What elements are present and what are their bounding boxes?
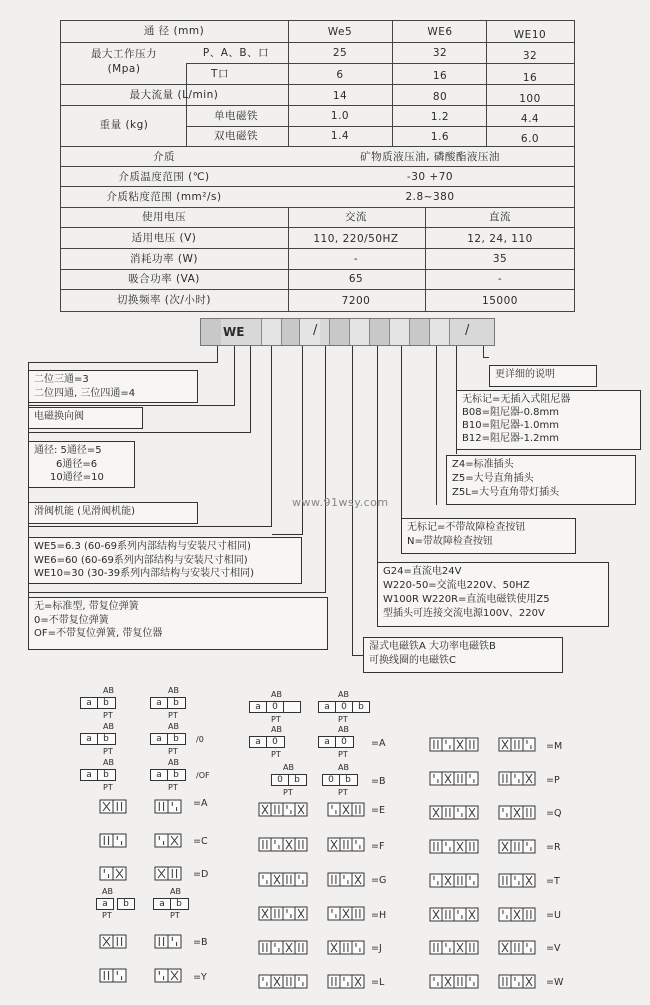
spool-symbol: [100, 834, 126, 847]
position-0: 0: [336, 702, 353, 713]
legend-line: N=带故障检查按钮: [407, 536, 493, 547]
position-b: b: [103, 698, 109, 708]
legend-line: W220-50=交流电220V、50HZ: [383, 580, 530, 591]
port-ab-label: AB: [103, 758, 114, 767]
spool-label: =B: [193, 937, 208, 948]
header-we10: WE10: [513, 28, 547, 41]
tag-no-spring: /0: [196, 735, 204, 744]
spool-label: =R: [546, 842, 561, 853]
spool-label: =U: [546, 910, 561, 921]
position-b: b: [173, 698, 179, 708]
cell-value: -: [497, 272, 503, 285]
label-max-pressure: 最大工作压力: [91, 47, 157, 60]
label-medium: 介质: [153, 150, 175, 163]
port-ab-label: AB: [168, 686, 179, 695]
spool-label: =C: [193, 836, 208, 847]
legend-line: Z4=标准插头: [452, 459, 514, 470]
cell-value: 16: [522, 71, 538, 84]
port-pt-label: PT: [338, 788, 348, 797]
label-ports-pab: P、A、B、口: [202, 46, 270, 59]
spool-label: =H: [371, 910, 387, 921]
legend-line: B10=阻尼器-1.0mm: [462, 420, 559, 431]
cell-value: 25: [332, 46, 348, 59]
spool-symbol: [499, 840, 535, 853]
cell-value: 6.0: [520, 132, 540, 145]
spool-symbol: [430, 772, 478, 785]
port-pt-label: PT: [103, 711, 113, 720]
position-0: 0: [272, 775, 289, 786]
spool-label: =A: [371, 738, 386, 749]
spool-symbol: [100, 800, 126, 813]
spool-symbol: [155, 867, 181, 880]
position-a: a: [81, 734, 98, 745]
legend-line: 10通径=10: [50, 472, 104, 483]
port-ab-label: AB: [103, 722, 114, 731]
spool-symbol: [430, 908, 478, 921]
spool-symbol: [499, 908, 535, 921]
label-applied-voltage: 适用电压 (V): [131, 231, 197, 244]
label-max-flow: 最大流量 (L/min): [129, 88, 219, 101]
legend-line: OF=不带复位弹簧, 带复位器: [34, 628, 163, 639]
port-pt-label: PT: [338, 715, 348, 724]
spool-symbol: [100, 935, 126, 948]
header-dc: 直流: [489, 210, 511, 223]
spool-label: =M: [546, 741, 563, 752]
label-weight: 重量 (kg): [99, 118, 149, 131]
spool-symbol: [430, 941, 478, 954]
spool-label: =P: [546, 775, 560, 786]
position-a: a: [81, 698, 98, 709]
legend-line: Z5=大号直角插头: [452, 473, 534, 484]
port-ab-label: AB: [103, 686, 114, 695]
cell-value: 65: [348, 272, 364, 285]
cell-value: 32: [522, 49, 538, 62]
port-pt-label: PT: [338, 750, 348, 759]
port-ab-label: AB: [271, 725, 282, 734]
spool-symbol: [430, 840, 478, 853]
cell-value: 16: [432, 69, 448, 82]
position-0: 0: [341, 737, 347, 747]
label-double-solenoid: 双电磁铁: [214, 129, 258, 142]
position-b: b: [294, 775, 300, 785]
cell-value: 110, 220/50HZ: [313, 232, 399, 245]
position-b: b: [173, 770, 179, 780]
legend-line: 电磁换向阀: [34, 411, 84, 422]
spool-symbol: [328, 803, 364, 816]
position-a: a: [102, 899, 108, 909]
spool-label: =A: [193, 798, 208, 809]
label-pickup-power: 吸合功率 (VA): [128, 272, 200, 285]
port-pt-label: PT: [103, 747, 113, 756]
value-temp-range: -30 +70: [406, 170, 454, 183]
legend-line: 通径: 5通径=5: [34, 445, 102, 456]
spool-symbol: [430, 806, 478, 819]
spool-symbol: [328, 873, 364, 886]
header-label-diameter: 通 径 (mm): [143, 24, 205, 37]
code-prefix: WE: [223, 325, 245, 339]
spool-symbol: [259, 941, 307, 954]
label-max-pressure-unit: (Mpa): [107, 62, 141, 75]
tag-detent: /OF: [196, 771, 210, 780]
port-pt-label: PT: [168, 783, 178, 792]
spool-label: =B: [371, 776, 386, 787]
port-ab-label: AB: [168, 722, 179, 731]
spool-label: =L: [371, 977, 385, 988]
spool-symbol: [155, 800, 181, 813]
cell-value: 35: [492, 252, 508, 265]
cell-value: 12, 24, 110: [467, 232, 533, 245]
spool-symbol: [259, 803, 307, 816]
cell-value: 1.2: [430, 110, 450, 123]
spool-symbol: [259, 907, 307, 920]
legend-line: 0=不带复位弹簧: [34, 614, 109, 626]
value-medium: 矿物质液压油, 磷酸酯液压油: [360, 150, 500, 163]
position-b: b: [173, 734, 179, 744]
legend-line: WE10=30 (30-39系列内部结构与安装尺寸相同): [34, 568, 255, 579]
spool-label: =W: [546, 977, 564, 988]
legend-line: WE6=60 (60-69系列内部结构与安装尺寸相同): [34, 554, 248, 566]
position-b: b: [103, 770, 109, 780]
port-ab-label: AB: [168, 758, 179, 767]
position-a: a: [250, 737, 267, 748]
port-ab-label: AB: [338, 725, 349, 734]
spool-symbol: [499, 941, 535, 954]
label-power-consumption: 消耗功率 (W): [130, 252, 198, 265]
label-port-t: T口: [211, 67, 229, 80]
code-slash: /: [313, 323, 318, 338]
spool-symbol: [259, 975, 307, 988]
spool-symbol: [430, 874, 478, 887]
spool-symbol: [100, 969, 126, 982]
position-a: a: [319, 737, 336, 748]
port-pt-label: PT: [102, 911, 112, 920]
port-pt-label: PT: [271, 715, 281, 724]
port-pt-label: PT: [271, 750, 281, 759]
spool-symbol: [499, 738, 535, 751]
legend-line: 滑阀机能 (见滑阀机能): [34, 506, 135, 517]
spool-label: =F: [371, 841, 385, 852]
spool-symbol: [328, 838, 364, 851]
position-a: a: [81, 770, 98, 781]
legend-line: 二位四通, 三位四通=4: [34, 387, 136, 399]
value-viscosity: 2.8~380: [405, 190, 455, 203]
port-pt-label: PT: [168, 747, 178, 756]
cell-value: 1.4: [330, 129, 350, 142]
spool-label: =V: [546, 943, 561, 954]
cell-value: -: [353, 252, 359, 265]
port-ab-label: AB: [283, 763, 294, 772]
cell-value: 1.0: [330, 109, 350, 122]
port-pt-label: PT: [168, 711, 178, 720]
spool-label: =G: [371, 875, 387, 886]
spool-symbol: [499, 975, 535, 988]
spool-label: =E: [371, 805, 385, 816]
spool-symbol: [155, 969, 181, 982]
port-pt-label: PT: [103, 783, 113, 792]
spool-symbol: [155, 935, 181, 948]
cell-value: 1.6: [430, 130, 450, 143]
spool-symbol: [328, 941, 364, 954]
cell-value: 15000: [482, 294, 518, 307]
port-ab-label: AB: [338, 690, 349, 699]
legend-line: 二位三通=3: [34, 374, 89, 385]
cell-value: 4.4: [520, 112, 540, 125]
position-a: a: [151, 770, 168, 781]
cell-value: 14: [332, 89, 348, 102]
cell-value: 100: [519, 92, 541, 105]
legend-line: B08=阻尼器-0.8mm: [462, 407, 559, 418]
legend-line: 型插头可连接交流电源100V、220V: [383, 608, 545, 619]
spool-symbol: [430, 975, 478, 988]
legend-line: 可换线圈的电磁铁C: [369, 655, 456, 666]
legend-line: W100R W220R=直流电磁铁使用Z5: [383, 594, 550, 605]
position-a: a: [250, 702, 267, 713]
port-ab-label: AB: [338, 763, 349, 772]
spool-symbol: [430, 738, 478, 751]
spool-symbol: [100, 867, 126, 880]
label-voltage: 使用电压: [142, 210, 186, 223]
header-ac: 交流: [345, 210, 367, 223]
position-b: b: [103, 734, 109, 744]
legend-line: B12=阻尼器-1.2mm: [462, 433, 559, 444]
legend-line: WE5=6.3 (60-69系列内部结构与安装尺寸相同): [34, 541, 251, 552]
spool-symbol: [259, 873, 307, 886]
position-b: b: [345, 775, 351, 785]
port-ab-label: AB: [271, 690, 282, 699]
watermark-text: www.91wsy.com: [292, 496, 389, 509]
cell-value: 7200: [341, 294, 371, 307]
legend-line: 6通径=6: [56, 458, 98, 470]
port-pt-label: PT: [170, 911, 180, 920]
position-0: 0: [272, 737, 278, 747]
spool-label: =T: [546, 876, 560, 887]
position-b: b: [358, 702, 364, 712]
position-a: a: [319, 702, 336, 713]
spool-label: =Q: [546, 808, 562, 819]
spool-symbol: [499, 874, 535, 887]
code-slash: /: [465, 323, 470, 338]
spool-label: =J: [371, 943, 382, 954]
label-viscosity: 介质粘度范围 (mm²/s): [106, 190, 222, 203]
position-b: b: [123, 899, 129, 909]
port-ab-label: AB: [170, 887, 181, 896]
legend-line: 无标记=无插入式阻尼器: [462, 394, 571, 405]
legend-line: 更详细的说明: [495, 369, 555, 380]
spool-symbol: [259, 838, 307, 851]
position-a: a: [151, 698, 168, 709]
spool-symbol: [499, 806, 535, 819]
position-a: a: [151, 734, 168, 745]
spool-label: =D: [193, 869, 209, 880]
legend-line: 无标记=不带故障检查按钮: [407, 522, 526, 533]
label-temp-range: 介质温度范围 (℃): [118, 170, 210, 183]
cell-value: 32: [432, 46, 448, 59]
port-ab-label: AB: [102, 887, 113, 896]
header-we6: WE6: [427, 25, 453, 38]
spool-symbol: [328, 907, 364, 920]
legend-line: 无=标准型, 带复位弹簧: [34, 601, 139, 612]
position-0: 0: [267, 702, 284, 713]
position-a: a: [154, 899, 171, 910]
header-we5: We5: [327, 25, 353, 38]
position-0: 0: [323, 775, 340, 786]
spool-symbol: [155, 834, 181, 847]
legend-line: G24=直流电24V: [383, 566, 462, 577]
cell-value: 6: [336, 68, 344, 81]
label-switch-frequency: 切换频率 (次/小时): [116, 293, 212, 306]
spool-symbol: [499, 772, 535, 785]
port-pt-label: PT: [283, 788, 293, 797]
spool-symbol: [328, 975, 364, 988]
cell-value: 80: [432, 90, 448, 103]
legend-line: 湿式电磁铁A 大功率电磁铁B: [369, 641, 496, 652]
legend-line: Z5L=大号直角带灯插头: [452, 487, 560, 498]
position-b: b: [176, 899, 182, 909]
label-single-solenoid: 单电磁铁: [214, 109, 258, 122]
spool-label: =Y: [193, 972, 207, 983]
